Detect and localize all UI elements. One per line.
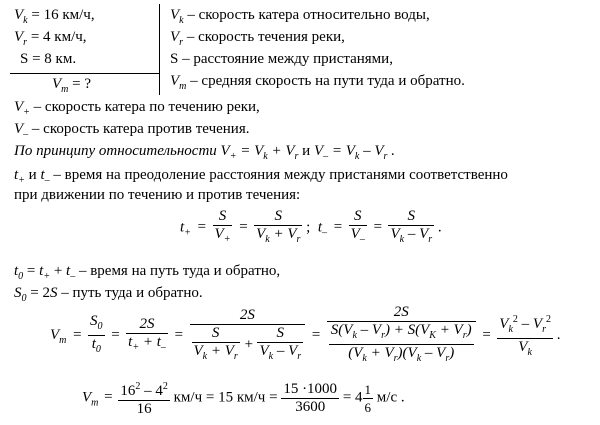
given-vr-value: = 4 км/ч, <box>30 29 87 45</box>
legend-vr: $V_r$ – скорость течения реки, <box>170 29 345 48</box>
times-line-1: $t_+$ и $t_-$ – время на преодоление расстояния между пристанями соответственно <box>14 167 508 186</box>
relativity-principle: По принципу относительности $V_+ = V_k + V_r$ и $V_- = V_k - V_r$ . <box>14 143 395 162</box>
time-formulas: $t_+$ = $\frac{S}{V_+}$ = $\frac{S}{V_k + V_r}$ ; $t_-$ = $\frac{S}{V_-}$ = $\frac{S}{V_k - V_r}$ . <box>180 208 442 248</box>
legend-vk: $V_k$ – скорость катера относительно воды, <box>170 7 430 26</box>
s0-definition: $S_0 = 2S$ – путь туда и обратно. <box>14 285 203 304</box>
find-vm-value: = ? <box>72 76 92 92</box>
legend-s: S – расстояние между пристанями, <box>170 51 393 67</box>
numeric-result: $V_m$ = $\frac{16^2 - 4^2}{16}$ км/ч = 15 км/ч = $\frac{15 \cdot 1000}{3600}$ = 4 $\frac{1}{6}$ м/с . <box>82 380 405 417</box>
given-s-value: S = 8 км. <box>20 51 77 67</box>
times-line-2: при движении по течению и против течения: <box>14 187 301 203</box>
vplus-definition: $V_+$ – скорость катера по течению реки, <box>14 99 260 118</box>
vminus-definition: $V_-$ – скорость катера против течения. <box>14 121 250 140</box>
average-speed-derivation: $V_m$ = $\frac{S_0}{t_0}$ = $\frac{2S}{t_+ + t_-}$ = 2S $\frac{S}{V_k + V_r}$ + $\frac{S}{V_k - V_r}$ = $\frac{2S}{\frac{S(V_k - V_r) + S(V_K + V_r)}{(V_k + V_r)(V_k - V_r)}}$ = $\frac{V_k^2 - V_r^2}{V_k}$ . <box>50 304 560 367</box>
given-vertical-divider <box>159 4 160 95</box>
legend-vm: $V_m$ – средняя скорость на пути туда и обратно. <box>170 73 465 92</box>
find-vm: $V_m$ = ? <box>52 76 92 95</box>
given-horizontal-divider <box>10 73 160 74</box>
t0-definition: $t_0 = t_+ + t_-$ – время на путь туда и обратно, <box>14 263 281 282</box>
given-vr: $V_r = 4$ км/ч, <box>14 29 87 48</box>
given-vk: $V_k = 16$ км/ч, <box>14 7 95 26</box>
given-vk-value: = 16 км/ч, <box>31 7 95 23</box>
given-s <box>20 50 76 68</box>
